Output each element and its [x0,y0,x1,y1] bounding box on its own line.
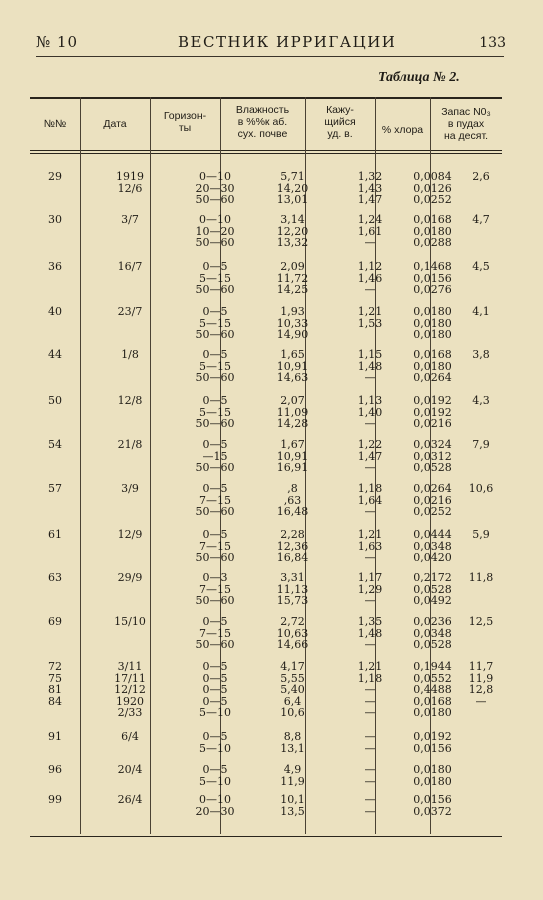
chlorine-cell: 0,0192 0,0192 0,0216 [413,394,452,431]
date-cell: 6/4 [121,730,139,743]
moisture-cell: 2,09 11,72 14,25 [276,260,309,297]
horizon-cell: 0—5 0—5 0—5 0—5 5—10 [199,660,231,720]
row-number-cell: 54 [48,438,62,451]
chlorine-cell: 0,1944 0,0552 0,4488 0,0168 0,0180 [413,660,452,720]
chlorine-cell: 0,0444 0,0348 0,0420 [413,528,452,565]
chlorine-cell: 0,0084 0,0126 0,0252 [413,170,452,207]
horizon-cell: 0—10 20—30 [195,793,235,818]
chlorine-cell: 0,0168 0,0180 0,0288 [413,213,452,250]
horizon-cell: 0—3 7—15 50—60 [195,571,235,608]
row-number-cell: 61 [48,528,62,541]
row-number-cell: 91 [48,730,62,743]
nitrate-reserve-cell: 5,9 [472,528,490,541]
moisture-cell: 4,17 5,55 5,40 6,4 10,6 [280,660,305,720]
page-number: 133 [479,35,506,51]
date-cell: 1919 12/6 [116,170,144,195]
horizon-cell: 0—5 7—15 50—60 [195,482,235,519]
horizon-cell: 0—5 7—15 50—60 [195,528,235,565]
row-number-cell: 57 [48,482,62,495]
chlorine-cell: 0,0264 0,0216 0,0252 [413,482,452,519]
specific-weight-cell: 1,32 1,43 1,47 [357,170,383,207]
date-cell: 20/4 [117,763,143,776]
nitrate-reserve-cell: 4,3 [472,394,490,407]
horizon-cell: 0—5 5—10 [199,763,231,788]
horizon-cell: 0—5 7—15 50—60 [195,615,235,652]
date-cell: 26/4 [117,793,143,806]
moisture-cell: 3,31 11,13 15,73 [276,571,309,608]
row-number-cell: 69 [48,615,62,628]
issue-number: № 10 [36,33,79,51]
moisture-cell: 1,67 10,91 16,91 [276,438,309,475]
row-number-cell: 63 [48,571,62,584]
column-header: Дата [103,118,127,130]
moisture-cell: 2,28 12,36 16,84 [276,528,309,565]
moisture-cell: 1,93 10,33 14,90 [276,305,309,342]
row-number-cell: 72 75 81 84 [48,660,62,708]
moisture-cell: ,8 ,63 16,48 [276,482,309,519]
specific-weight-cell: 1,35 1,48 — [357,615,383,652]
horizon-cell: 0—5 5—15 50—60 [195,260,235,297]
column-header: Влажность в %%к аб. сух. почве [235,104,290,140]
horizon-cell: 0—5 5—15 50—60 [195,348,235,385]
chlorine-cell: 0,2172 0,0528 0,0492 [413,571,452,608]
date-cell: 3/11 17/11 12/12 1920 2/33 [114,660,146,720]
nitrate-reserve-cell: 2,6 [472,170,490,183]
column-header: Кажу- щийся уд. в. [324,104,356,140]
row-number-cell: 96 [48,763,62,776]
horizon-cell: 0—5 5—15 50—60 [195,305,235,342]
chlorine-cell: 0,0324 0,0312 0,0528 [413,438,452,475]
moisture-cell: 2,72 10,63 14,66 [276,615,309,652]
nitrate-reserve-cell: 11,8 [468,571,494,584]
specific-weight-cell: 1,13 1,40 — [357,394,383,431]
table-title: Таблица № 2. [378,70,460,85]
col-divider [80,97,81,834]
chlorine-cell: 0,0236 0,0348 0,0528 [413,615,452,652]
date-cell: 16/7 [117,260,143,273]
date-cell: 1/8 [121,348,139,361]
specific-weight-cell: — — [364,793,376,818]
moisture-cell: 1,65 10,91 14,63 [276,348,309,385]
date-cell: 12/8 [117,394,143,407]
nitrate-reserve-cell: 10,6 [468,482,494,495]
header-bottom-rule [30,150,502,151]
journal-title: ВЕСТНИК ИРРИГАЦИИ [178,33,397,51]
row-number-cell: 44 [48,348,62,361]
specific-weight-cell: 1,21 1,18 — — — [357,660,383,720]
horizon-cell: 0—5 —15 50—60 [195,438,235,475]
chlorine-cell: 0,0156 0,0372 [413,793,452,818]
specific-weight-cell: 1,18 1,64 — [357,482,383,519]
horizon-cell: 0—10 20—30 50—60 [195,170,235,207]
moisture-cell: 5,71 14,20 13,01 [276,170,309,207]
header-bottom-rule-2 [30,153,502,154]
moisture-cell: 3,14 12,20 13,32 [276,213,309,250]
date-cell: 29/9 [117,571,143,584]
chlorine-cell: 0,1468 0,0156 0,0276 [413,260,452,297]
header-rule [36,56,504,57]
row-number-cell: 40 [48,305,62,318]
row-number-cell: 29 [48,170,62,183]
specific-weight-cell: — — [364,730,376,755]
row-number-cell: 99 [48,793,62,806]
date-cell: 15/10 [114,615,146,628]
date-cell: 3/9 [121,482,139,495]
horizon-cell: 0—10 10—20 50—60 [195,213,235,250]
col-divider [150,97,151,834]
nitrate-reserve-cell: 4,5 [472,260,490,273]
specific-weight-cell: 1,24 1,61 — [357,213,383,250]
specific-weight-cell: 1,22 1,47 — [357,438,383,475]
column-header: №№ [43,118,67,130]
row-number-cell: 36 [48,260,62,273]
nitrate-reserve-cell: 4,1 [472,305,490,318]
date-cell: 12/9 [117,528,143,541]
column-header: Запас N0₃ в пудах на десят. [441,106,491,142]
specific-weight-cell: 1,21 1,53 [357,305,383,330]
nitrate-reserve-cell: 7,9 [472,438,490,451]
chlorine-cell: 0,0192 0,0156 [413,730,452,755]
specific-weight-cell: 1,15 1,48 — [357,348,383,385]
nitrate-reserve-cell: 4,7 [472,213,490,226]
chlorine-cell: 0,0168 0,0180 0,0264 [413,348,452,385]
date-cell: 3/7 [121,213,139,226]
date-cell: 23/7 [117,305,143,318]
moisture-cell: 10,1 13,5 [280,793,305,818]
specific-weight-cell: 1,21 1,63 — [357,528,383,565]
column-header: % хлора [381,124,424,136]
column-header: Горизон- ты [163,110,207,134]
moisture-cell: 4,9 11,9 [280,763,305,788]
nitrate-reserve-cell: 3,8 [472,348,490,361]
chlorine-cell: 0,0180 0,0180 0,0180 [413,305,452,342]
chlorine-cell: 0,0180 0,0180 [413,763,452,788]
page-header [36,33,506,55]
row-number-cell: 30 [48,213,62,226]
specific-weight-cell: 1,12 1,46 — [357,260,383,297]
horizon-cell: 0—5 5—10 [199,730,231,755]
specific-weight-cell: — — [364,763,376,788]
moisture-cell: 8,8 13,1 [280,730,305,755]
horizon-cell: 0—5 5—15 50—60 [195,394,235,431]
date-cell: 21/8 [117,438,143,451]
row-number-cell: 50 [48,394,62,407]
specific-weight-cell: 1,17 1,29 — [357,571,383,608]
nitrate-reserve-cell: 11,7 11,9 12,8 — [468,660,494,708]
nitrate-reserve-cell: 12,5 [468,615,494,628]
moisture-cell: 2,07 11,09 14,28 [276,394,309,431]
